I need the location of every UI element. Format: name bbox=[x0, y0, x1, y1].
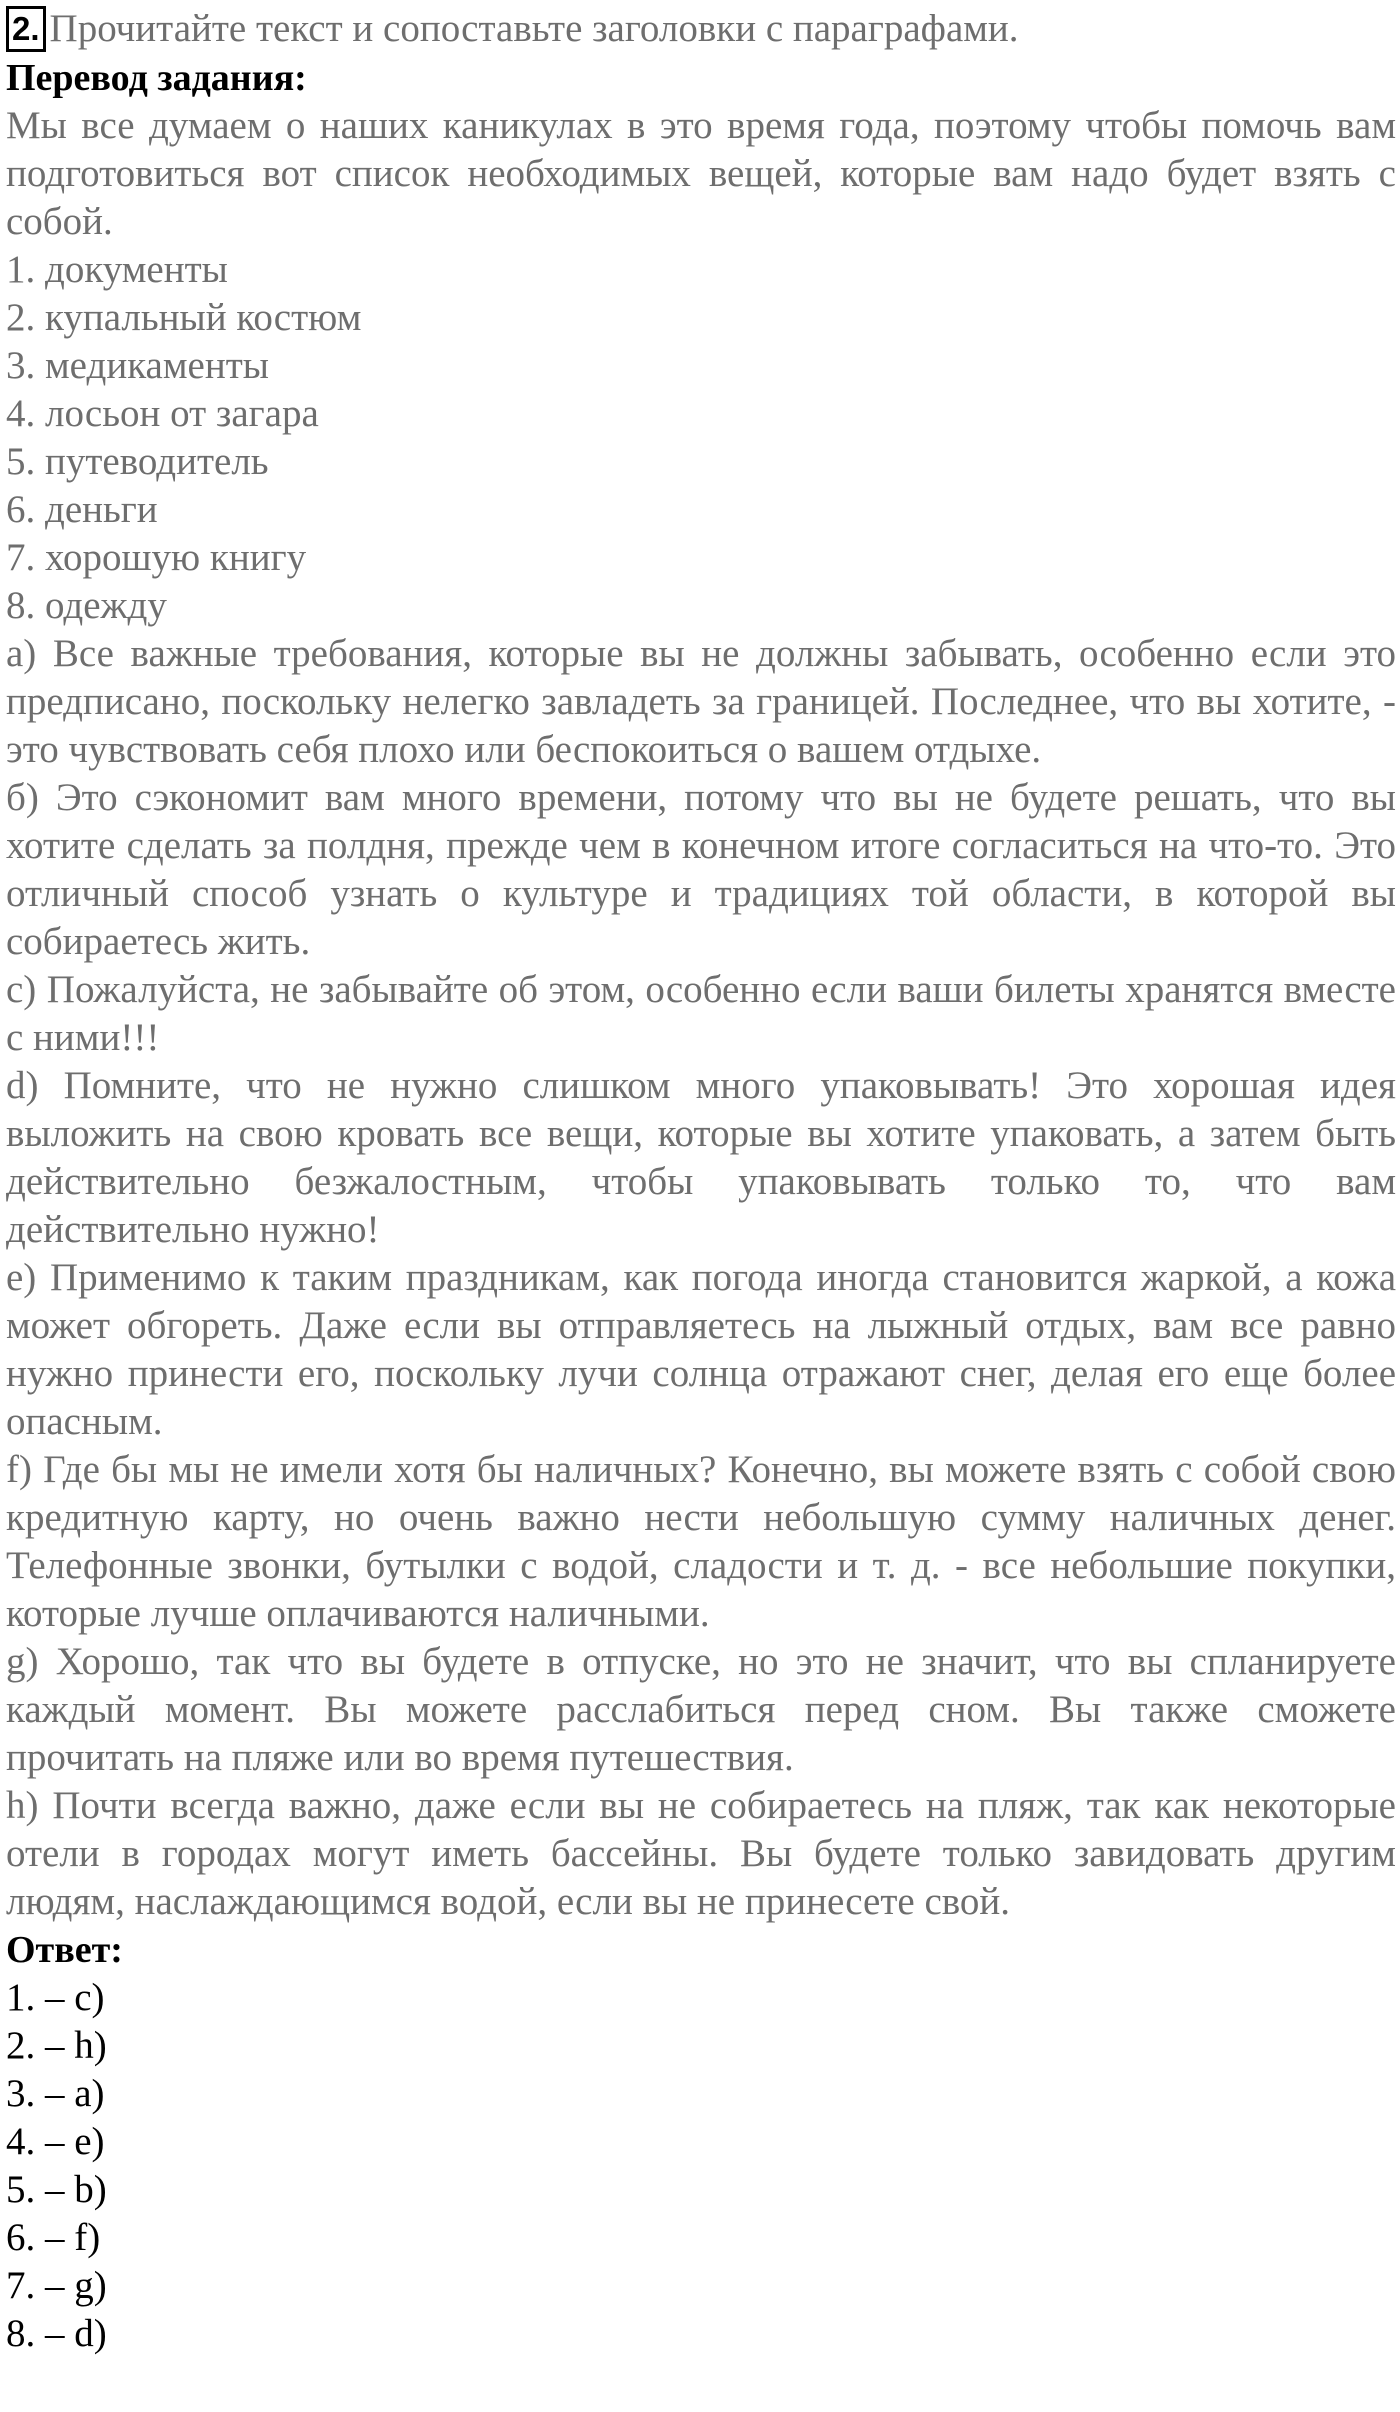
list-item: 1. документы bbox=[6, 248, 228, 291]
answer-item: 2. – h) bbox=[6, 2024, 107, 2067]
paragraph-a: а) Все важные требования, которые вы не должны забывать, особенно если это предписано, поскольку нелегко завладеть за границей. Последнее, что вы хотите, - это чувствовать себя плохо или беспокоиться о вашем отдыхе. bbox=[6, 632, 1396, 771]
paragraph-g: g) Хорошо, так что вы будете в отпуске, но это не значит, что вы спланируете каждый момент. Вы можете расслабиться перед сном. Вы также сможете прочитать на пляже или во время путешествия. bbox=[6, 1640, 1396, 1779]
task-header bbox=[6, 4, 1396, 54]
list-item: 2. купальный костюм bbox=[6, 296, 362, 339]
answer-item: 4. – e) bbox=[6, 2120, 105, 2163]
paragraph-d: d) Помните, что не нужно слишком много упаковывать! Это хорошая идея выложить на свою кровать все вещи, которые вы хотите упаковать, а затем быть действительно безжалостным, чтобы упаковывать только то, что вам действительно нужно! bbox=[6, 1064, 1396, 1251]
list-item: 7. хорошую книгу bbox=[6, 536, 307, 579]
paragraph-f: f) Где бы мы не имели хотя бы наличных? Конечно, вы можете взять с собой свою кредитную карту, но очень важно нести небольшую сумму наличных денег. Телефонные звонки, бутылки с водой, сладости и т. д. - все небольшие покупки, которые лучше оплачиваются наличными. bbox=[6, 1448, 1396, 1635]
task-number-box: 2. bbox=[6, 6, 46, 52]
paragraph-e: e) Применимо к таким праздникам, как погода иногда становится жаркой, а кожа может обгореть. Даже если вы отправляетесь на лыжный отдых, вам все равно нужно принести его, поскольку лучи солнца отражают снег, делая его еще более опасным. bbox=[6, 1256, 1396, 1443]
list-item: 5. путеводитель bbox=[6, 440, 269, 483]
paragraph-b: б) Это сэкономит вам много времени, потому что вы не будете решать, что вы хотите сделать за полдня, прежде чем в конечном итоге согласиться на что-то. Это отличный способ узнать о культуре и традициях той области, в которой вы собираетесь жить. bbox=[6, 776, 1396, 963]
item-list bbox=[6, 246, 1396, 630]
answer-item: 7. – g) bbox=[6, 2264, 107, 2307]
translation-heading: Перевод задания: bbox=[6, 57, 307, 99]
list-item: 8. одежду bbox=[6, 584, 167, 627]
answer-list bbox=[6, 1974, 1396, 2358]
answer-item: 6. – f) bbox=[6, 2216, 101, 2259]
answer-item: 3. – a) bbox=[6, 2072, 105, 2115]
list-item: 3. медикаменты bbox=[6, 344, 269, 387]
paragraph-h: h) Почти всегда важно, даже если вы не собираетесь на пляж, так как некоторые отели в городах могут иметь бассейны. Вы будете только завидовать другим людям, наслаждающимся водой, если вы не принесете свой. bbox=[6, 1784, 1396, 1923]
paragraph-c: c) Пожалуйста, не забывайте об этом, особенно если ваши билеты хранятся вместе с ними!!! bbox=[6, 968, 1396, 1059]
translation-intro: Мы все думаем о наших каникулах в это время года, поэтому чтобы помочь вам подготовиться вот список необходимых вещей, которые вам надо будет взять с собой. bbox=[6, 104, 1396, 243]
answer-item: 8. – d) bbox=[6, 2312, 107, 2355]
list-item: 6. деньги bbox=[6, 488, 158, 531]
paragraph-list bbox=[6, 630, 1396, 1926]
list-item: 4. лосьон от загара bbox=[6, 392, 319, 435]
task-instruction: Прочитайте текст и сопоставьте заголовки с параграфами. bbox=[49, 7, 1019, 50]
document-page bbox=[6, 4, 1396, 2358]
answer-item: 1. – c) bbox=[6, 1976, 105, 2019]
answer-item: 5. – b) bbox=[6, 2168, 107, 2211]
answer-heading: Ответ: bbox=[6, 1929, 123, 1971]
